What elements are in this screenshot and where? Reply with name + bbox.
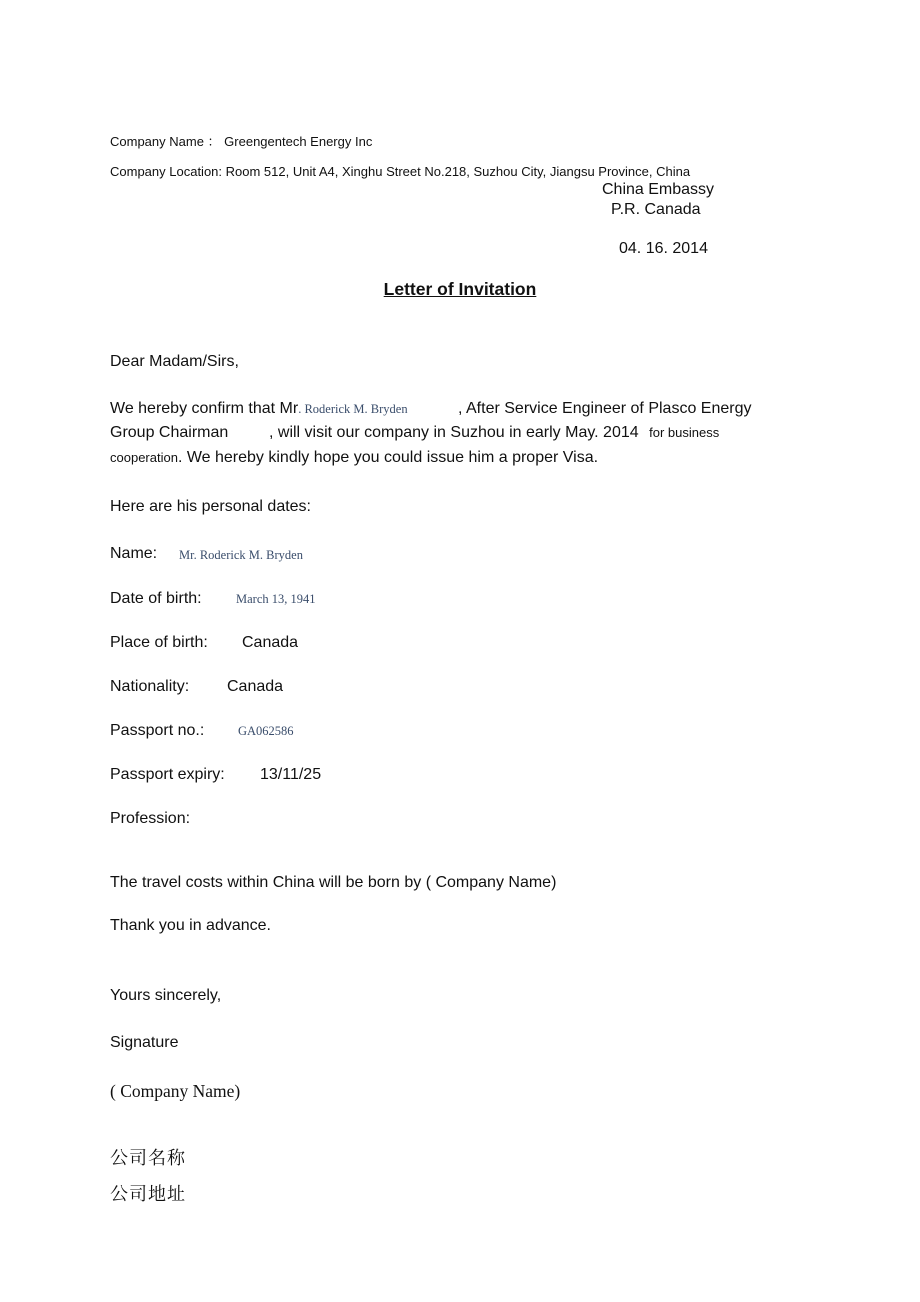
field-nationality-value: Canada <box>227 678 284 695</box>
field-name-value: Mr. Roderick M. Bryden <box>179 548 303 562</box>
field-passport-label: Passport no.: <box>110 722 205 739</box>
field-nationality-label: Nationality: <box>110 678 190 695</box>
field-passport-value: GA062586 <box>238 724 294 738</box>
thanks: Thank you in advance. <box>110 917 271 934</box>
cn-company-name: 公司名称 <box>110 1148 186 1169</box>
company-name-placeholder: ( Company Name) <box>110 1081 241 1101</box>
field-profession-label: Profession: <box>110 810 191 827</box>
company-name-label: Company Name ： <box>110 134 221 149</box>
field-pob-label: Place of birth: <box>110 634 208 651</box>
company-location-line <box>110 164 690 179</box>
field-expiry-value: 13/11/25 <box>260 766 322 783</box>
intro-cooperation: cooperation <box>110 450 178 465</box>
signature-label: Signature <box>110 1034 179 1051</box>
intro-purpose-text: for business <box>649 425 720 440</box>
intro-text-a: We hereby confirm that Mr <box>110 400 299 417</box>
intro-guest-name: . Roderick M. Bryden <box>298 402 408 416</box>
field-dob-label: Date of birth: <box>110 590 202 607</box>
salutation: Dear Madam/Sirs, <box>110 353 239 370</box>
intro-visa-request: . We hereby kindly hope you could issue him a proper Visa. <box>177 449 599 466</box>
field-pob-value: Canada <box>242 634 299 651</box>
letter-title: Letter of Invitation <box>383 279 537 299</box>
closing: Yours sincerely, <box>110 987 222 1004</box>
company-name-line <box>110 131 372 150</box>
company-location-value: Room 512, Unit A4, Xinghu Street No.218, Suzhou City, Jiangsu Province, China <box>225 164 691 179</box>
recipient-line-2: P.R. Canada <box>611 201 701 218</box>
travel-costs: The travel costs within China will be born by ( Company Name) <box>110 874 557 891</box>
company-location-label: Company Location: <box>110 164 223 179</box>
intro-visit-text: , will visit our company in Suzhou in early May. 2014 <box>269 424 639 441</box>
intro-line-3 <box>110 449 598 467</box>
field-name-label: Name: <box>110 545 158 562</box>
company-name-value: Greengentech Energy Inc <box>224 134 373 149</box>
personal-dates-intro: Here are his personal dates: <box>110 498 311 515</box>
intro-line-2a: Group Chairman <box>110 424 229 441</box>
intro-line-1 <box>110 400 408 418</box>
intro-text-b: , After Service Engineer of Plasco Energy <box>458 400 752 417</box>
field-dob-value: March 13, 1941 <box>236 592 316 606</box>
letter-date: 04. 16. 2014 <box>619 240 708 257</box>
intro-line-2b <box>269 424 719 442</box>
cn-company-address: 公司地址 <box>110 1184 186 1205</box>
recipient-line-1: China Embassy <box>602 181 715 198</box>
field-expiry-label: Passport expiry: <box>110 766 225 783</box>
